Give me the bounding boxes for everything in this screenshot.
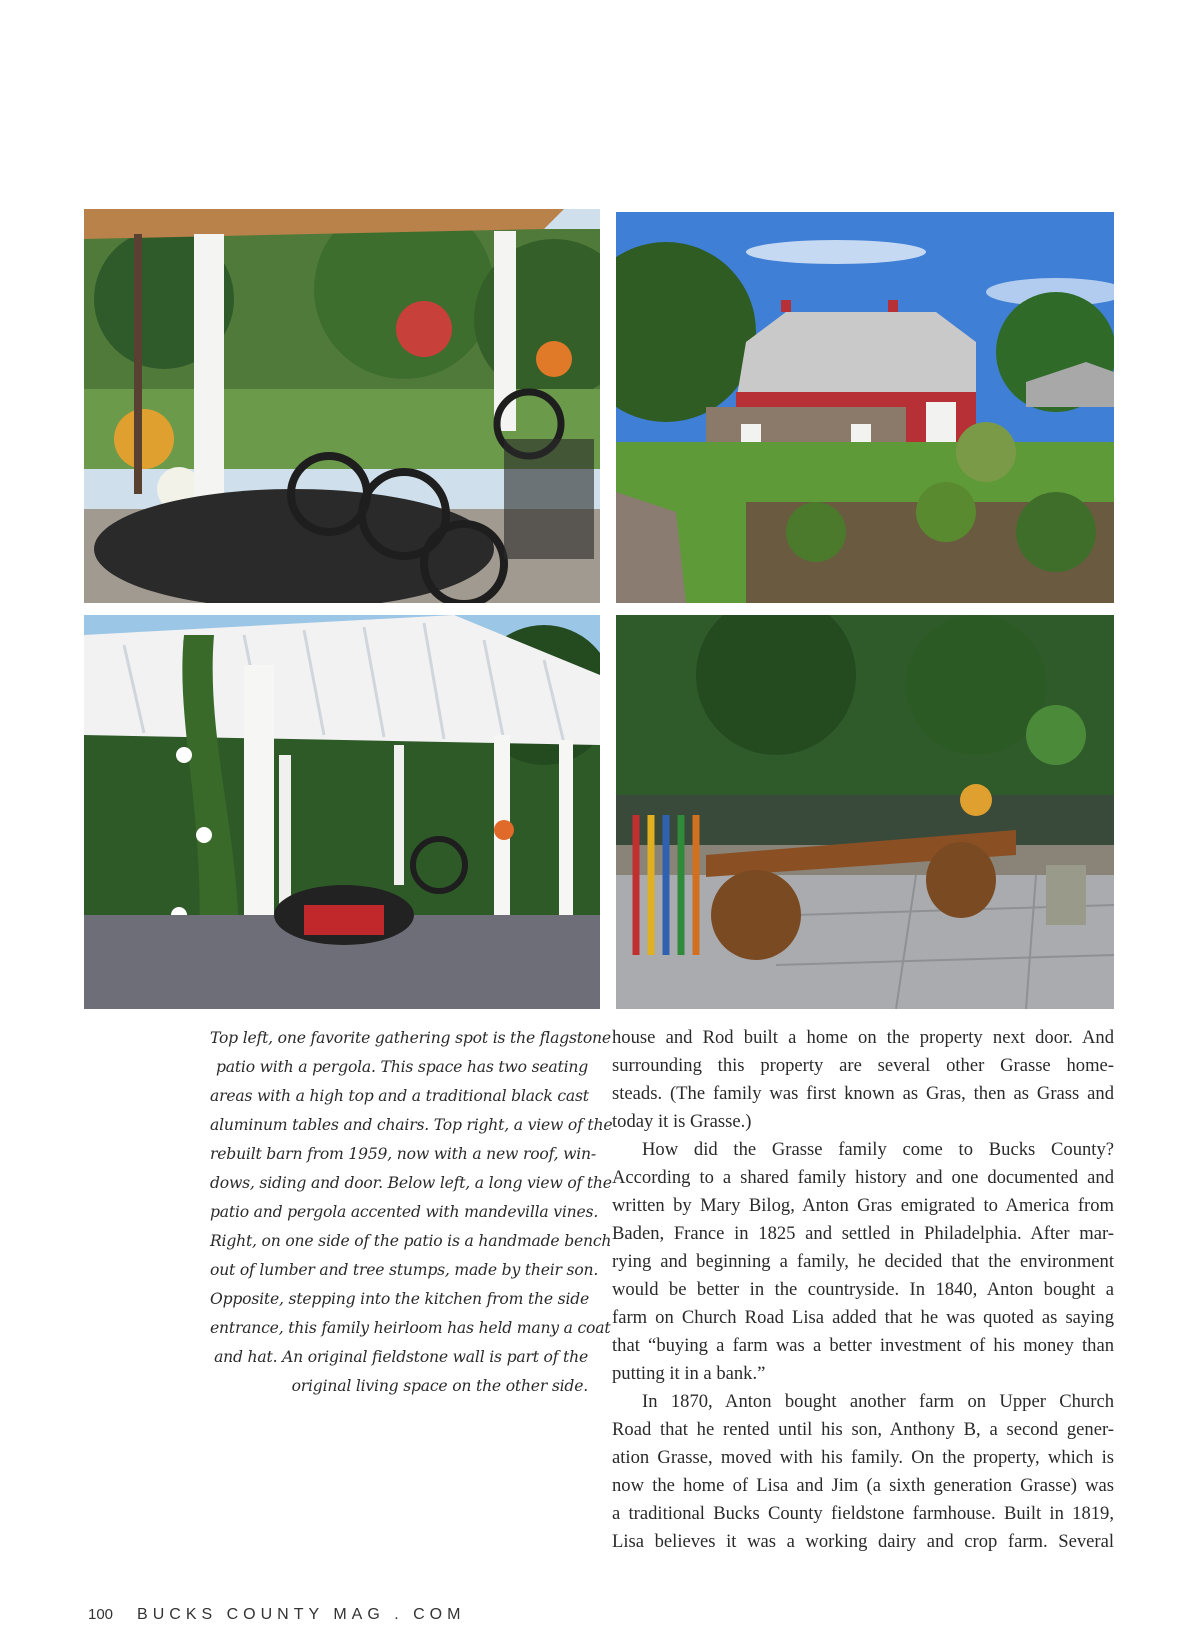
caption-line: Right, on one side of the patio is a handmade bench — [210, 1232, 612, 1250]
caption-line: patio with a pergola. This space has two seating — [215, 1058, 588, 1076]
article-line: Road that he rented until his son, Anthony B, a second gener- — [612, 1419, 1114, 1440]
caption-line: entrance, this family heirloom has held many a coat — [210, 1319, 611, 1337]
article-body — [612, 1024, 1114, 1556]
article-line: ation Grasse, moved with his family. On the property, which is — [612, 1447, 1114, 1468]
patio-pergola-dining-photo — [84, 209, 600, 603]
caption-line: original living space on the other side. — [291, 1377, 588, 1395]
red-barn-photo — [616, 212, 1114, 603]
article-line: Baden, France in 1825 and settled in Philadelphia. After mar- — [612, 1223, 1114, 1244]
article-line: house and Rod built a home on the property next door. And — [612, 1027, 1114, 1048]
caption-line: Opposite, stepping into the kitchen from the side — [210, 1290, 590, 1308]
article-line: that “buying a farm was a better investment of his money than — [612, 1335, 1114, 1356]
caption-line: rebuilt barn from 1959, now with a new roof, win- — [210, 1145, 596, 1163]
article-line: a traditional Bucks County fieldstone farmhouse. Built in 1819, — [612, 1503, 1114, 1524]
article-line: steads. (The family was first known as Gras, then as Grass and — [612, 1083, 1114, 1104]
article-line: How did the Grasse family come to Bucks County? — [642, 1139, 1114, 1160]
article-line: surrounding this property are several other Grasse home- — [612, 1055, 1114, 1076]
caption-line: areas with a high top and a traditional black cast — [210, 1087, 589, 1105]
handmade-bench-photo — [616, 615, 1114, 1009]
article-line: written by Mary Bilog, Anton Gras emigrated to America from — [612, 1195, 1114, 1216]
caption-line: dows, siding and door. Below left, a long view of the — [210, 1174, 612, 1192]
caption-line: patio and pergola accented with mandevilla vines. — [210, 1203, 599, 1221]
article-line: now the home of Lisa and Jim (a sixth generation Grasse) was — [612, 1475, 1114, 1496]
article-line: rying and beginning a family, he decided that the environment — [612, 1251, 1114, 1272]
caption-line: Top left, one favorite gathering spot is the flagstone — [210, 1029, 611, 1047]
article-line: putting it in a bank.” — [612, 1363, 766, 1384]
caption-line: and hat. An original fieldstone wall is part of the — [214, 1348, 588, 1366]
caption-line: aluminum tables and chairs. Top right, a view of the — [210, 1116, 613, 1134]
page-footer — [88, 1606, 465, 1624]
page-number: 100 — [88, 1606, 114, 1623]
article-line: farm on Church Road Lisa added that he was quoted as saying — [612, 1307, 1114, 1328]
photo-caption — [210, 1024, 613, 1401]
article-line: would be better in the countryside. In 1840, Anton bought a — [612, 1279, 1114, 1300]
article-line: In 1870, Anton bought another farm on Upper Church — [642, 1391, 1114, 1412]
article-line: Lisa believes it was a working dairy and crop farm. Several — [612, 1531, 1114, 1552]
caption-line: out of lumber and tree stumps, made by their son. — [210, 1261, 599, 1279]
publication-url: BUCKS COUNTY MAG . COM — [137, 1606, 466, 1623]
article-line: According to a shared family history and one documented and — [612, 1167, 1114, 1188]
pergola-mandevilla-photo — [84, 615, 600, 1009]
article-line: today it is Grasse.) — [612, 1111, 752, 1132]
